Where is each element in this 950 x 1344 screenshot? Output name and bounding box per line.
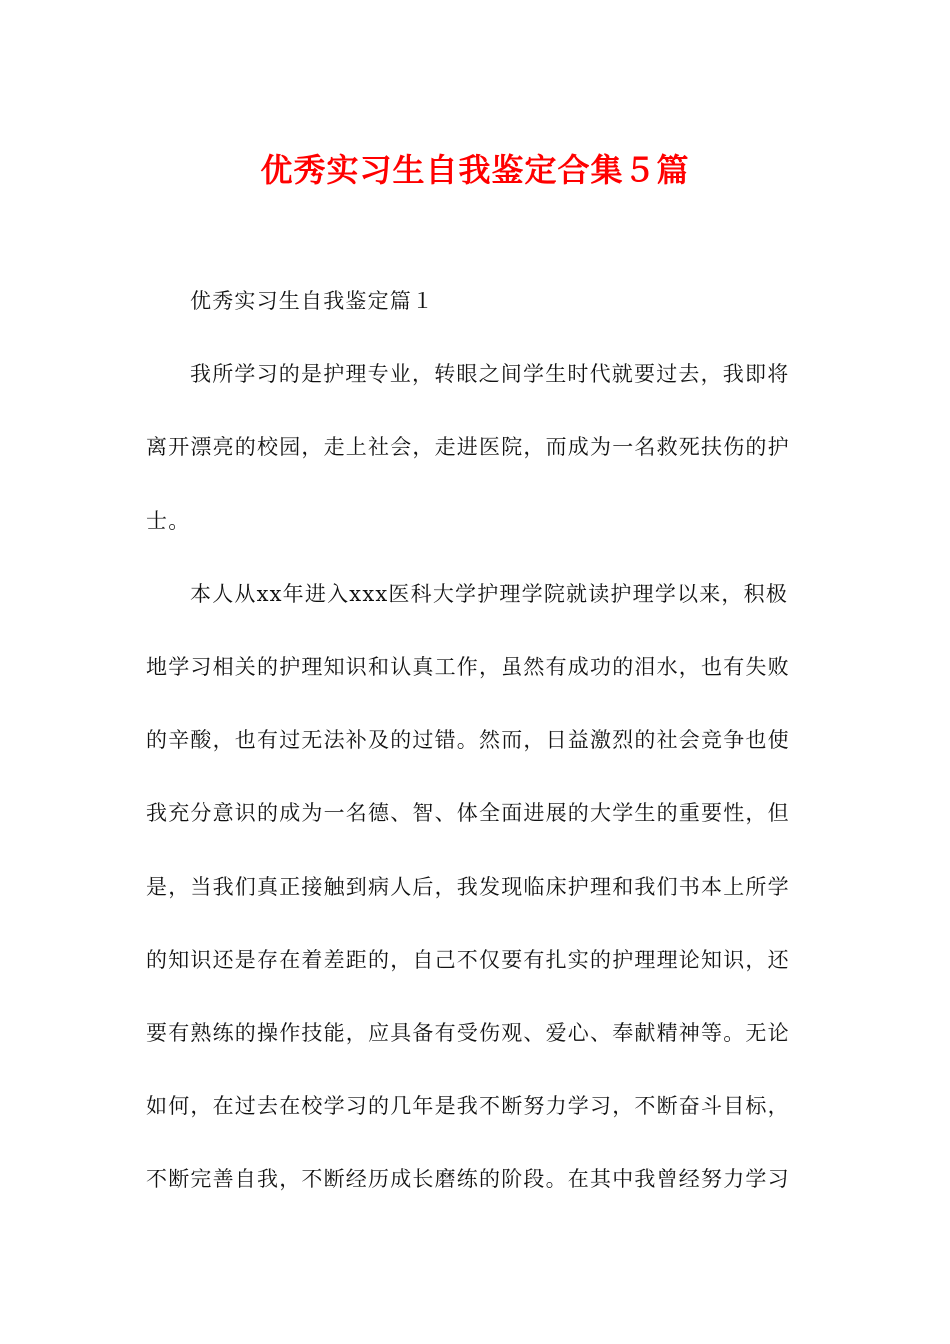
paragraph-line: 要有熟练的操作技能，应具备有受伤观、爱心、奉献精神等。无论 xyxy=(146,1020,790,1045)
paragraph-line: 地学习相关的护理知识和认真工作，虽然有成功的泪水，也有失败 xyxy=(146,654,790,679)
paragraph-line: 不断完善自我，不断经历成长磨练的阶段。在其中我曾经努力学习 xyxy=(146,1167,790,1192)
paragraph-line: 的知识还是存在着差距的，自己不仅要有扎实的护理理论知识，还 xyxy=(146,947,790,972)
paragraph-line: 离开漂亮的校园，走上社会，走进医院，而成为一名救死扶伤的护 xyxy=(146,435,790,460)
paragraph-line: 是，当我们真正接触到病人后，我发现临床护理和我们书本上所学 xyxy=(146,874,790,899)
document-title: 优秀实习生自我鉴定合集５篇 xyxy=(260,151,690,189)
paragraph-line: 的辛酸，也有过无法补及的过错。然而，日益激烈的社会竞争也使 xyxy=(146,728,790,753)
section-heading: 优秀实习生自我鉴定篇１ xyxy=(190,289,435,313)
paragraph-line: 士。 xyxy=(146,508,191,533)
paragraph-line: 如何，在过去在校学习的几年是我不断努力学习，不断奋斗目标， xyxy=(146,1094,790,1119)
paragraph-line: 我充分意识的成为一名德、智、体全面进展的大学生的重要性，但 xyxy=(146,801,790,826)
paragraph-line: 我所学习的是护理专业，转眼之间学生时代就要过去，我即将 xyxy=(190,362,790,387)
document-body xyxy=(146,281,806,1232)
paragraph-line: 本人从xx年进入xxx医科大学护理学院就读护理学以来，积极 xyxy=(190,581,789,606)
